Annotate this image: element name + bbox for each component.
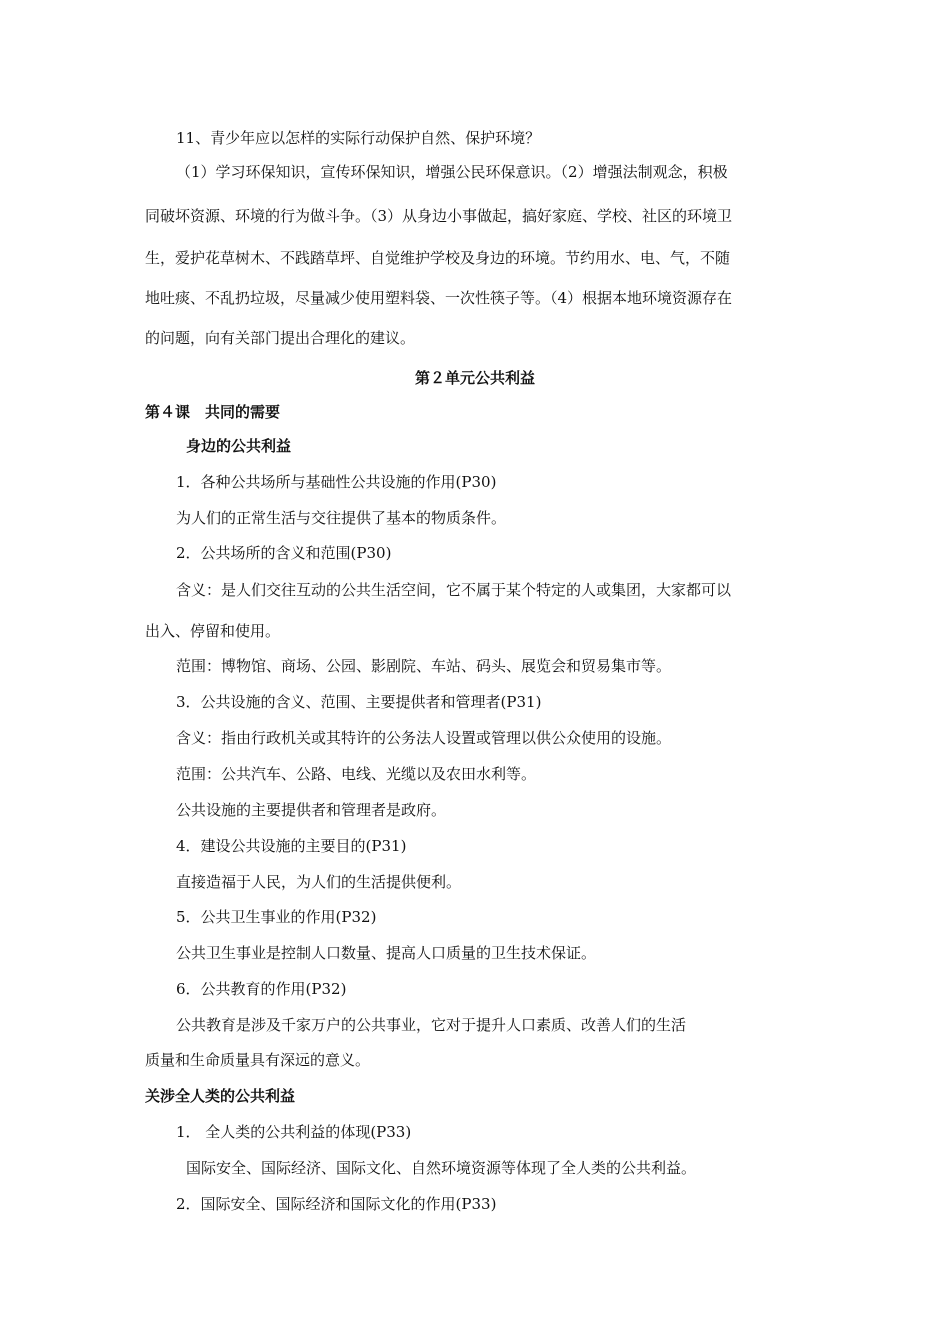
section-heading-global: 关涉全人类的公共利益 [145, 1087, 296, 1105]
global-item-1-answer: 国际安全、国际经济、国际文化、自然环境资源等体现了全人类的公共利益。 [186, 1159, 697, 1177]
unit-title: 第２单元公共利益 [414, 369, 535, 387]
item-1-answer: 为人们的正常生活与交往提供了基本的物质条件。 [176, 509, 507, 527]
item-2-answer-line-1: 含义：是人们交往互动的公共生活空间，它不属于某个特定的人或集团，大家都可以 [176, 581, 732, 599]
item-4-answer: 直接造福于人民，为人们的生活提供便利。 [176, 873, 462, 891]
global-item-1-question: 1． 全人类的公共利益的体现(P33) [176, 1123, 412, 1141]
item-3-answer-line-1: 含义：指由行政机关或其特许的公务法人设置或管理以供公众使用的设施。 [176, 729, 672, 747]
item-2-question: 2．公共场所的含义和范围(P30) [176, 544, 392, 562]
item-4-question: 4．建设公共设施的主要目的(P31) [176, 837, 407, 855]
item-3-answer-line-3: 公共设施的主要提供者和管理者是政府。 [176, 801, 447, 819]
item-6-question: 6．公共教育的作用(P32) [176, 980, 347, 998]
question-11-answer-line-3: 生，爱护花草树木、不践踏草坪、自觉维护学校及身边的环境。节约用水、电、气，不随 [145, 249, 731, 267]
item-6-answer-line-1: 公共教育是涉及千家万户的公共事业，它对于提升人口素质、改善人们的生活 [176, 1016, 687, 1034]
item-3-question: 3．公共设施的含义、范围、主要提供者和管理者(P31) [176, 693, 542, 711]
section-heading-local: 身边的公共利益 [186, 437, 292, 455]
item-3-answer-line-2: 范围：公共汽车、公路、电线、光缆以及农田水利等。 [176, 765, 537, 783]
item-5-answer: 公共卫生事业是控制人口数量、提高人口质量的卫生技术保证。 [176, 944, 597, 962]
question-11-answer-line-4: 地吐痰、不乱扔垃圾，尽量减少使用塑料袋、一次性筷子等。（4）根据本地环境资源存在 [145, 289, 733, 307]
item-6-answer-line-2: 质量和生命质量具有深远的意义。 [145, 1051, 371, 1069]
question-11-answer-line-1: （1）学习环保知识，宣传环保知识，增强公民环保意识。（2）增强法制观念，积极 [176, 163, 728, 181]
item-2-answer-line-3: 范围：博物馆、商场、公园、影剧院、车站、码头、展览会和贸易集市等。 [176, 657, 672, 675]
global-item-2-question: 2．国际安全、国际经济和国际文化的作用(P33) [176, 1195, 497, 1213]
item-1-question: 1．各种公共场所与基础性公共设施的作用(P30) [176, 473, 497, 491]
lesson-title: 第４课 共同的需要 [145, 403, 281, 421]
item-2-answer-line-2: 出入、停留和使用。 [145, 622, 281, 640]
question-11-answer-line-2: 同破坏资源、环境的行为做斗争。（3）从身边小事做起，搞好家庭、学校、社区的环境卫 [145, 207, 733, 225]
question-11-title: 11、青少年应以怎样的实际行动保护自然、保护环境？ [176, 129, 541, 147]
item-5-question: 5．公共卫生事业的作用(P32) [176, 908, 377, 926]
question-11-answer-line-5: 的问题，向有关部门提出合理化的建议。 [145, 329, 416, 347]
